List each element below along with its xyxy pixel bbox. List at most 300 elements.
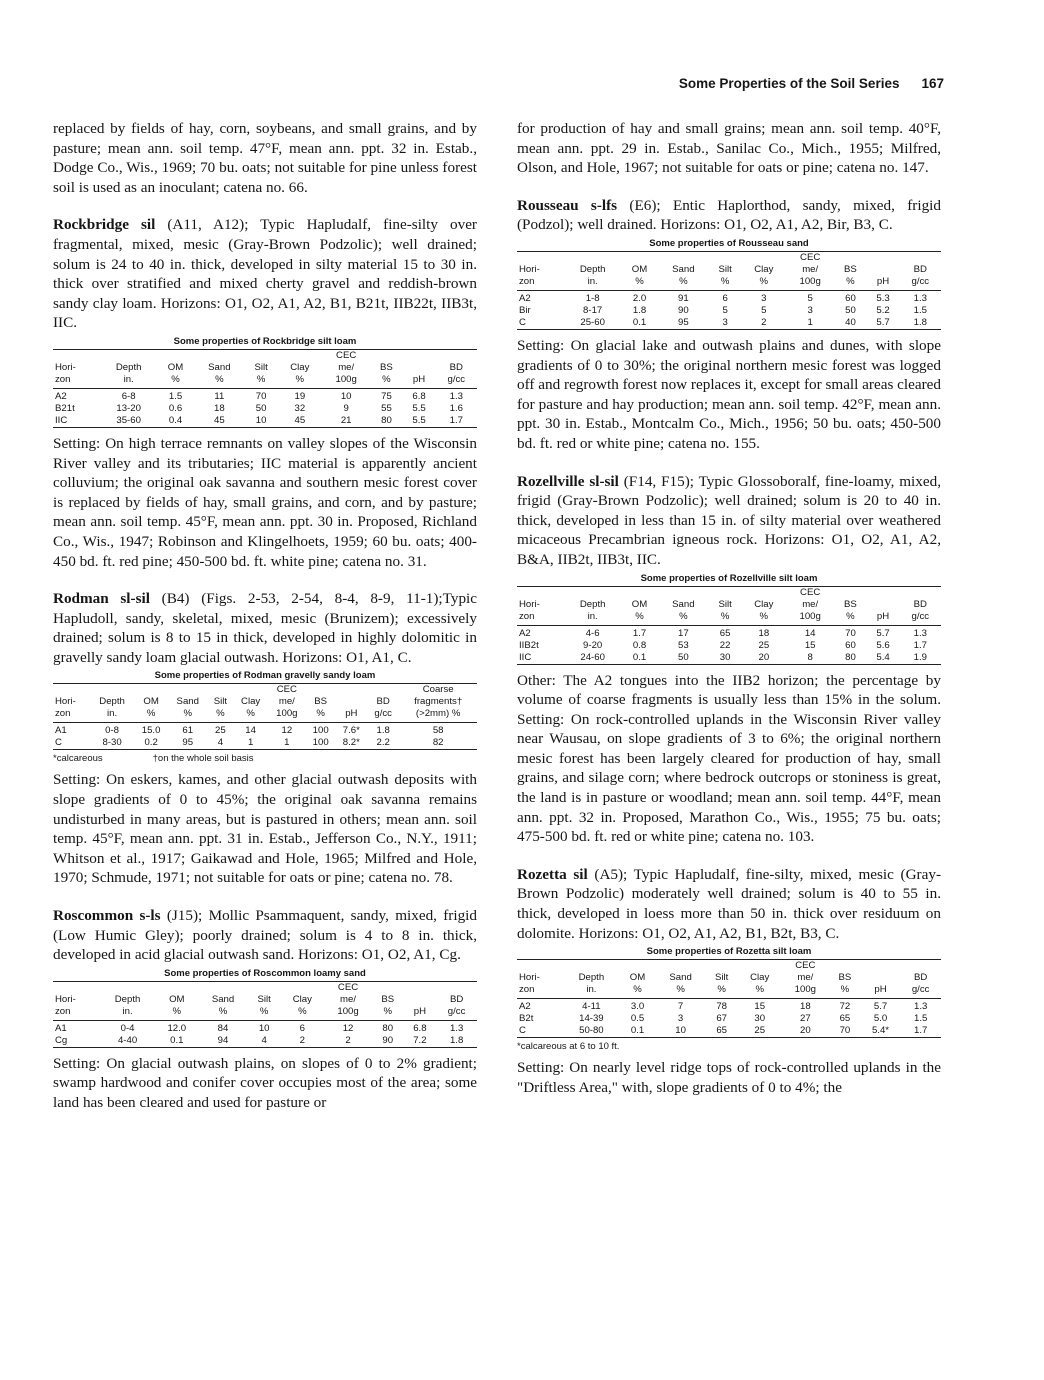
column-header xyxy=(53,684,90,697)
table-cell: 84 xyxy=(217,1022,229,1034)
column-header xyxy=(742,586,786,599)
table-header-row xyxy=(517,586,941,599)
column-header xyxy=(404,994,437,1006)
table-cell: 0.1 xyxy=(632,316,647,328)
column-header: Depth xyxy=(99,696,125,708)
table-cell: 5.3 xyxy=(876,292,890,304)
column-header: g/cc xyxy=(367,708,399,723)
table-cell: 72 xyxy=(839,1001,851,1013)
table-cell: 50 xyxy=(255,402,267,414)
footnote-calcareous: *calcareous xyxy=(53,753,103,765)
column-header: Hori- xyxy=(55,361,76,373)
table-cell: 14 xyxy=(245,725,256,737)
column-header: % xyxy=(742,611,786,626)
table-cell: 7.2 xyxy=(413,1034,427,1046)
table-cell: 2.0 xyxy=(632,292,647,304)
table-cell: 1.7 xyxy=(913,1025,928,1037)
column-header: g/cc xyxy=(900,611,941,626)
column-header: % xyxy=(233,708,268,723)
column-header: 100g xyxy=(782,984,830,999)
column-header: % xyxy=(245,374,278,389)
table-cell: 70 xyxy=(845,627,856,639)
table-cell: 15 xyxy=(754,1001,766,1013)
column-header: Hori- xyxy=(519,263,540,275)
column-header xyxy=(194,349,244,362)
entry-rozetta xyxy=(517,865,941,943)
entry-roscommon xyxy=(53,906,477,965)
table-cell: 15.0 xyxy=(141,725,161,737)
column-header xyxy=(90,684,134,697)
column-header xyxy=(370,349,402,362)
column-header xyxy=(705,960,738,973)
table-cell: 11 xyxy=(214,390,225,402)
column-header xyxy=(245,349,278,362)
series-name: Rockbridge sil xyxy=(53,216,156,234)
setting-paragraph: Setting: On nearly level ridge tops of rock-controlled uplands in the "Driftless Area," with, slope gradients of 0 to 4%; the xyxy=(517,1059,941,1096)
column-header: % xyxy=(621,611,658,626)
column-header: % xyxy=(198,1006,248,1021)
column-header: Hori- xyxy=(519,972,540,984)
column-header xyxy=(517,251,564,264)
table-cell: 2.2 xyxy=(376,737,390,749)
column-header: BD xyxy=(449,361,463,373)
table-cell: 94 xyxy=(217,1034,229,1046)
table-header-row xyxy=(517,264,941,276)
series-name: Rozetta sil xyxy=(517,865,588,883)
table-cell: A2 xyxy=(519,1001,531,1013)
table-cell: 1.3 xyxy=(913,627,927,639)
table-cell: 12 xyxy=(342,1022,354,1034)
table-cell: 65 xyxy=(839,1013,851,1025)
column-header: me/ xyxy=(278,696,295,708)
column-header: OM xyxy=(631,598,648,610)
table-cell: 3.0 xyxy=(630,1001,645,1013)
column-header: OM xyxy=(167,361,184,373)
column-header: 100g xyxy=(324,1006,372,1021)
table-cell: 13-20 xyxy=(116,402,141,414)
column-header: me/ xyxy=(802,263,819,275)
column-header: zon xyxy=(517,611,564,626)
table-cell: 1 xyxy=(284,737,290,749)
table-cell: B21t xyxy=(55,402,75,414)
column-header: % xyxy=(207,708,233,723)
column-header: % xyxy=(742,276,786,291)
column-header: Coarse xyxy=(422,684,454,696)
table-cell: 5 xyxy=(807,292,813,304)
table-row xyxy=(53,388,477,403)
table-cell: 8-17 xyxy=(583,304,603,316)
table-row xyxy=(517,999,941,1014)
column-header: Sand xyxy=(672,263,695,275)
column-header: Depth xyxy=(115,361,142,373)
table-cell: 21 xyxy=(340,414,352,426)
column-header xyxy=(658,586,708,599)
column-header: zon xyxy=(53,708,90,723)
table-cell: 1.8 xyxy=(632,304,647,316)
column-header xyxy=(564,586,621,599)
table-cell: 60 xyxy=(845,639,856,651)
table-cell: 5.7 xyxy=(876,627,890,639)
table-cell: 0.6 xyxy=(168,402,183,414)
column-header: CEC xyxy=(800,586,821,598)
right-column xyxy=(517,119,941,1097)
column-header xyxy=(436,349,477,362)
table-cell: 6 xyxy=(299,1022,306,1034)
column-header xyxy=(867,264,900,276)
table-header-row xyxy=(517,611,941,626)
column-header: % xyxy=(155,1006,198,1021)
column-header: pH xyxy=(867,611,900,626)
table-row xyxy=(517,1013,941,1025)
column-header: OM xyxy=(631,263,648,275)
table-footnotes xyxy=(53,753,477,764)
table-cell: 1.3 xyxy=(913,292,927,304)
column-header xyxy=(367,684,399,697)
table-cell: 70 xyxy=(839,1025,851,1037)
table-cell: 90 xyxy=(678,304,689,316)
column-header: pH xyxy=(336,708,367,723)
series-description: (E6); Entic Haplorthod, sandy, mixed, frigid (Podzol); well drained. Horizons: O1, O2, A1, A2, Bir, B3, C. xyxy=(517,196,941,234)
column-header xyxy=(619,960,656,973)
table-cell: 5.5 xyxy=(412,402,426,414)
footnote-soil-basis: †on the whole soil basis xyxy=(152,753,254,765)
table-cell: C xyxy=(55,737,62,749)
table-cell: 0.1 xyxy=(632,651,647,663)
table-cell: 60 xyxy=(845,292,856,304)
table-cell: 5 xyxy=(722,304,728,316)
table-cell: 4-6 xyxy=(585,627,600,639)
column-header xyxy=(900,586,941,599)
table-cell: 75 xyxy=(381,390,392,402)
table-cell: 5.0 xyxy=(873,1013,888,1025)
table-cell: 65 xyxy=(719,627,731,639)
column-header: % xyxy=(658,611,708,626)
column-header: % xyxy=(709,611,742,626)
column-header xyxy=(709,251,742,264)
table-cell: 6 xyxy=(722,292,728,304)
table-row xyxy=(517,652,941,665)
setting-paragraph: Setting: On glacial outwash plains, on slopes of 0 to 2% gradient; swamp hardwood and conifer cover occupies most of the area; some land has been cleared and used for pasture or xyxy=(53,1054,477,1111)
soil-table-roscommon xyxy=(53,981,477,1048)
table-row xyxy=(517,1025,941,1038)
table-cell: 22 xyxy=(719,639,731,651)
column-header: BS xyxy=(844,598,857,610)
column-header: me/ xyxy=(338,361,355,373)
table-cell: 9 xyxy=(343,402,349,414)
table-header-row xyxy=(517,251,941,264)
series-name: Roscommon s-ls xyxy=(53,907,161,925)
column-header: me/ xyxy=(802,598,819,610)
table-row xyxy=(53,723,477,738)
column-header xyxy=(517,960,564,973)
paragraph-intro-left: replaced by fields of hay, corn, soybeans, and small grains, and by pasture; mean ann. soil temp. 47°F, mean ann. ppt. 32 in. Estab., Dodge Co., Wis., 1969; 70 bu. oats; not suitable for pine unless forest soil is used as an inoculant; catena no. 66. xyxy=(53,120,477,196)
column-header xyxy=(829,960,861,973)
table-cell: 10 xyxy=(258,1022,270,1034)
column-header xyxy=(336,696,367,708)
table-cell: 25-60 xyxy=(580,316,605,328)
column-header: Sand xyxy=(208,361,231,373)
table-cell: 12.0 xyxy=(167,1022,187,1034)
column-header: Depth xyxy=(578,972,605,984)
table-cell: 45 xyxy=(294,414,306,426)
column-header: Silt xyxy=(254,361,268,373)
table-row xyxy=(53,415,477,428)
column-header: % xyxy=(370,374,402,389)
table-cell: 1 xyxy=(247,737,254,749)
table-cell: 1.3 xyxy=(449,390,463,402)
table-row xyxy=(53,403,477,415)
column-header xyxy=(621,251,658,264)
column-header: % xyxy=(658,276,708,291)
column-header: CEC xyxy=(336,349,357,361)
table-caption: Some properties of Rodman gravelly sandy loam xyxy=(154,670,376,682)
table-header-row xyxy=(517,599,941,611)
table-row xyxy=(53,737,477,750)
table-cell: 50-80 xyxy=(579,1025,604,1037)
other-paragraph: Other: The A2 tongues into the IIB2 horizon; the percentage by volume of coarse fragments is usually less than 15% in the solum. Setting: On rock-controlled uplands in the Wisconsin River valley near Wausau, on slope gradients of 3 to 6%; the original northern mesic forest has been largely cleared for production of hay, small grains, and silage corn; where bedrock outcrops or stoniness is great, the land is in pasture or woodland; mean ann. soil temp. 44°F, mean ann. ppt. 32 in. Proposed, Marathon Co., Wis., 1955; 75 bu. oats; 475-500 bd. ft. red or white pine; catena no. 103. xyxy=(517,671,941,846)
table-cell: 3 xyxy=(807,304,813,316)
column-header xyxy=(336,684,367,697)
column-header: Sand xyxy=(211,993,235,1005)
table-header-row xyxy=(53,1006,477,1021)
table-header-row xyxy=(53,696,477,708)
table-cell: 61 xyxy=(182,725,194,737)
soil-table-rozetta xyxy=(517,959,941,1038)
table-cell: 5.4* xyxy=(871,1025,890,1037)
column-header: OM xyxy=(143,696,159,708)
table-cell: A1 xyxy=(55,1022,67,1034)
entry-rockbridge xyxy=(53,215,477,333)
column-header xyxy=(248,981,281,994)
table-cell: 24-60 xyxy=(580,651,605,663)
table-caption: Some properties of Roscommon loamy sand xyxy=(164,967,366,979)
column-header: g/cc xyxy=(436,374,477,389)
column-header: % xyxy=(705,984,738,999)
column-header xyxy=(155,981,198,994)
column-header xyxy=(403,349,436,362)
table-cell: 10 xyxy=(675,1025,686,1037)
column-header: % xyxy=(372,1006,404,1021)
table-row xyxy=(517,625,941,640)
column-header: BS xyxy=(838,972,852,984)
column-header xyxy=(372,981,404,994)
table-cell: 100 xyxy=(312,737,329,749)
column-header: pH xyxy=(867,276,900,291)
table-cell: 25 xyxy=(754,1025,766,1037)
column-header: Clay xyxy=(754,598,774,610)
column-header: zon xyxy=(53,1006,100,1021)
column-header: % xyxy=(157,374,194,389)
table-cell: 35-60 xyxy=(116,414,141,426)
column-header xyxy=(621,586,658,599)
column-header xyxy=(861,972,901,984)
table-cell: 4-40 xyxy=(117,1034,138,1046)
column-header xyxy=(867,599,900,611)
table-header-row xyxy=(53,708,477,723)
column-header xyxy=(198,981,248,994)
column-header: % xyxy=(248,1006,281,1021)
table-header-row xyxy=(517,276,941,291)
table-cell: 80 xyxy=(382,1022,394,1034)
table-cell: A2 xyxy=(519,292,531,304)
column-header: % xyxy=(194,374,244,389)
column-header: zon xyxy=(517,276,564,291)
column-header xyxy=(742,251,786,264)
table-cell: 0.1 xyxy=(170,1034,184,1046)
table-header-row xyxy=(53,362,477,374)
table-cell: 1.7 xyxy=(913,639,927,651)
table-cell: 5.7 xyxy=(876,316,890,328)
table-row xyxy=(517,640,941,652)
column-header: pH xyxy=(861,984,901,999)
column-header: % xyxy=(829,984,861,999)
table-caption: Some properties of Rozellville silt loam xyxy=(640,572,818,584)
column-header: in. xyxy=(90,708,134,723)
table-row xyxy=(53,1020,477,1035)
column-header: Clay xyxy=(292,993,312,1005)
table-header-row xyxy=(517,984,941,999)
column-header: zon xyxy=(517,984,564,999)
table-cell: A1 xyxy=(55,725,67,737)
column-header: % xyxy=(619,984,656,999)
table-cell: 18 xyxy=(800,1001,811,1013)
table-header-row xyxy=(53,994,477,1006)
table-header-row xyxy=(517,960,941,973)
column-header: 100g xyxy=(786,611,834,626)
column-header xyxy=(278,349,322,362)
table-cell: 1.9 xyxy=(913,651,927,663)
column-header: BS xyxy=(314,696,328,708)
table-cell: 55 xyxy=(381,402,392,414)
column-header: CEC xyxy=(276,684,297,696)
column-header xyxy=(100,349,157,362)
series-description: (A5); Typic Hapludalf, fine-silty, mixed, mesic (Gray-Brown Podzolic) moderately well drained; solum is 40 to 55 in. thick, developed in loess more than 50 in. thick over residuum on dolomite. Horizons: O1, O2, A1, A2, B1, B2t, B3, C. xyxy=(517,865,942,942)
table-cell: 1.7 xyxy=(632,627,647,639)
table-cell: 1.5 xyxy=(168,390,183,402)
table-cell: 0.8 xyxy=(632,639,647,651)
column-header: CEC xyxy=(337,981,359,993)
table-cell: 14-39 xyxy=(579,1013,604,1025)
table-cell: 4 xyxy=(261,1034,267,1046)
table-cell: 20 xyxy=(758,651,770,663)
table-cell: 18 xyxy=(214,402,225,414)
table-cell: 18 xyxy=(758,627,770,639)
table-cell: 8.2* xyxy=(342,737,360,749)
left-column xyxy=(53,119,477,1113)
table-cell: 0.1 xyxy=(630,1025,645,1037)
column-header: pH xyxy=(404,1006,437,1021)
column-header: Depth xyxy=(579,263,606,275)
column-header: Sand xyxy=(176,696,199,708)
column-header: BD xyxy=(913,263,927,275)
column-header: % xyxy=(834,611,866,626)
column-header: % xyxy=(168,708,207,723)
table-row xyxy=(517,317,941,330)
column-header xyxy=(861,960,901,973)
column-header xyxy=(564,251,621,264)
table-cell: 10 xyxy=(255,414,267,426)
table-cell: 3 xyxy=(761,292,767,304)
column-header xyxy=(517,586,564,599)
table-cell: A2 xyxy=(55,390,67,402)
column-header: pH xyxy=(403,374,436,389)
column-header xyxy=(658,251,708,264)
column-header: Silt xyxy=(257,993,271,1005)
column-header: g/cc xyxy=(900,984,941,999)
setting-paragraph: Setting: On glacial lake and outwash plains and dunes, with slope gradients of 0 to 30%; the original northern mesic forest was logged off and regrowth forest now replaces it, except for small areas cleared for pasture and hay production; mean ann. soil temp. 42°F, mean ann. ppt. 30 in. Estab., Montcalm Co., Mich., 1956; 50 bu. oats; 450-500 bd. ft. red or white pine; catena no. 155. xyxy=(517,336,941,452)
table-cell: 58 xyxy=(432,725,444,737)
column-header: BS xyxy=(844,263,857,275)
column-header: Hori- xyxy=(55,993,76,1005)
column-header: Clay xyxy=(241,696,261,708)
table-cell: 1.5 xyxy=(913,1013,928,1025)
running-header xyxy=(660,76,944,91)
column-header xyxy=(281,981,325,994)
column-header: Silt xyxy=(718,598,732,610)
table-cell: 5.5 xyxy=(412,414,426,426)
column-header xyxy=(834,251,866,264)
table-cell: 100 xyxy=(312,725,329,737)
column-header: BD xyxy=(913,972,928,984)
column-header xyxy=(404,981,437,994)
column-header: Clay xyxy=(750,972,770,984)
table-caption: Some properties of Rockbridge silt loam xyxy=(173,335,357,347)
series-name: Rozellville sl-sil xyxy=(517,472,619,490)
series-description: (J15); Mollic Psammaquent, sandy, mixed, frigid (Low Humic Gley); poorly drained; solum is 4 to 8 in. thick, developed in acid glacial outwash sand. Horizons: O1, O2, A1, Cg. xyxy=(53,907,477,964)
table-cell: 14 xyxy=(804,627,816,639)
table-cell: 19 xyxy=(294,390,306,402)
table-cell: 2 xyxy=(299,1034,306,1046)
column-header: Clay xyxy=(290,361,310,373)
table-cell: 2 xyxy=(345,1034,351,1046)
column-header: BS xyxy=(380,361,393,373)
table-cell: 4-11 xyxy=(582,1001,601,1013)
column-header xyxy=(867,251,900,264)
table-cell: 1.5 xyxy=(913,304,927,316)
column-header xyxy=(564,960,620,973)
table-header-row xyxy=(53,349,477,362)
series-description: (A11, A12); Typic Hapludalf, fine-silty over fragmental, mixed, mesic (Gray-Brown Podzolic); well drained; solum is 24 to 40 in. thick, developed in silty material 15 to 30 in. thick over stratified and mixed cherty gravel and reddish-brown sandy clay loam. Horizons: O1, O2, A1, A2, B1, B21t, IIB22t, IIB3t, IIC. xyxy=(53,216,477,332)
table-cell: C xyxy=(519,1025,526,1037)
table-footnotes xyxy=(517,1041,941,1052)
table-cell: 5.4 xyxy=(876,651,890,663)
table-cell: 1-8 xyxy=(585,292,600,304)
column-header xyxy=(207,684,233,697)
setting-paragraph: Setting: On eskers, kames, and other glacial outwash deposits with slope gradients of 0 to 45%; the original oak savanna remains undisturbed in many areas, but is pastured in others; mean ann. soil temp. 45°F, mean ann. ppt. 31 in. Estab., Jefferson Co., N.Y., 1911; Whitson et al., 1917; Gaikawad and Hole, 1965; Milfred and Hole, 1970; Schmude, 1971; not suitable for oats or pine; catena no. 78. xyxy=(53,771,477,887)
column-header: BS xyxy=(381,993,395,1005)
column-header: Depth xyxy=(114,993,141,1005)
column-header: % xyxy=(306,708,336,723)
table-caption: Some properties of Rousseau sand xyxy=(649,237,809,249)
column-header: 100g xyxy=(268,708,306,723)
table-cell: 45 xyxy=(214,414,225,426)
table-cell: 0-4 xyxy=(120,1022,135,1034)
table-cell: 67 xyxy=(716,1013,727,1025)
column-header: % xyxy=(134,708,168,723)
column-header xyxy=(53,349,100,362)
table-cell: 1.8 xyxy=(449,1034,464,1046)
table-header-row xyxy=(53,684,477,697)
table-cell: 78 xyxy=(716,1001,727,1013)
table-cell: 1.8 xyxy=(376,725,390,737)
column-header: 100g xyxy=(322,374,370,389)
column-header: BD xyxy=(376,696,390,708)
column-header: % xyxy=(709,276,742,291)
table-cell: 53 xyxy=(678,639,689,651)
column-header xyxy=(709,586,742,599)
table-cell: Cg xyxy=(55,1034,68,1046)
table-cell: 5 xyxy=(761,304,767,316)
